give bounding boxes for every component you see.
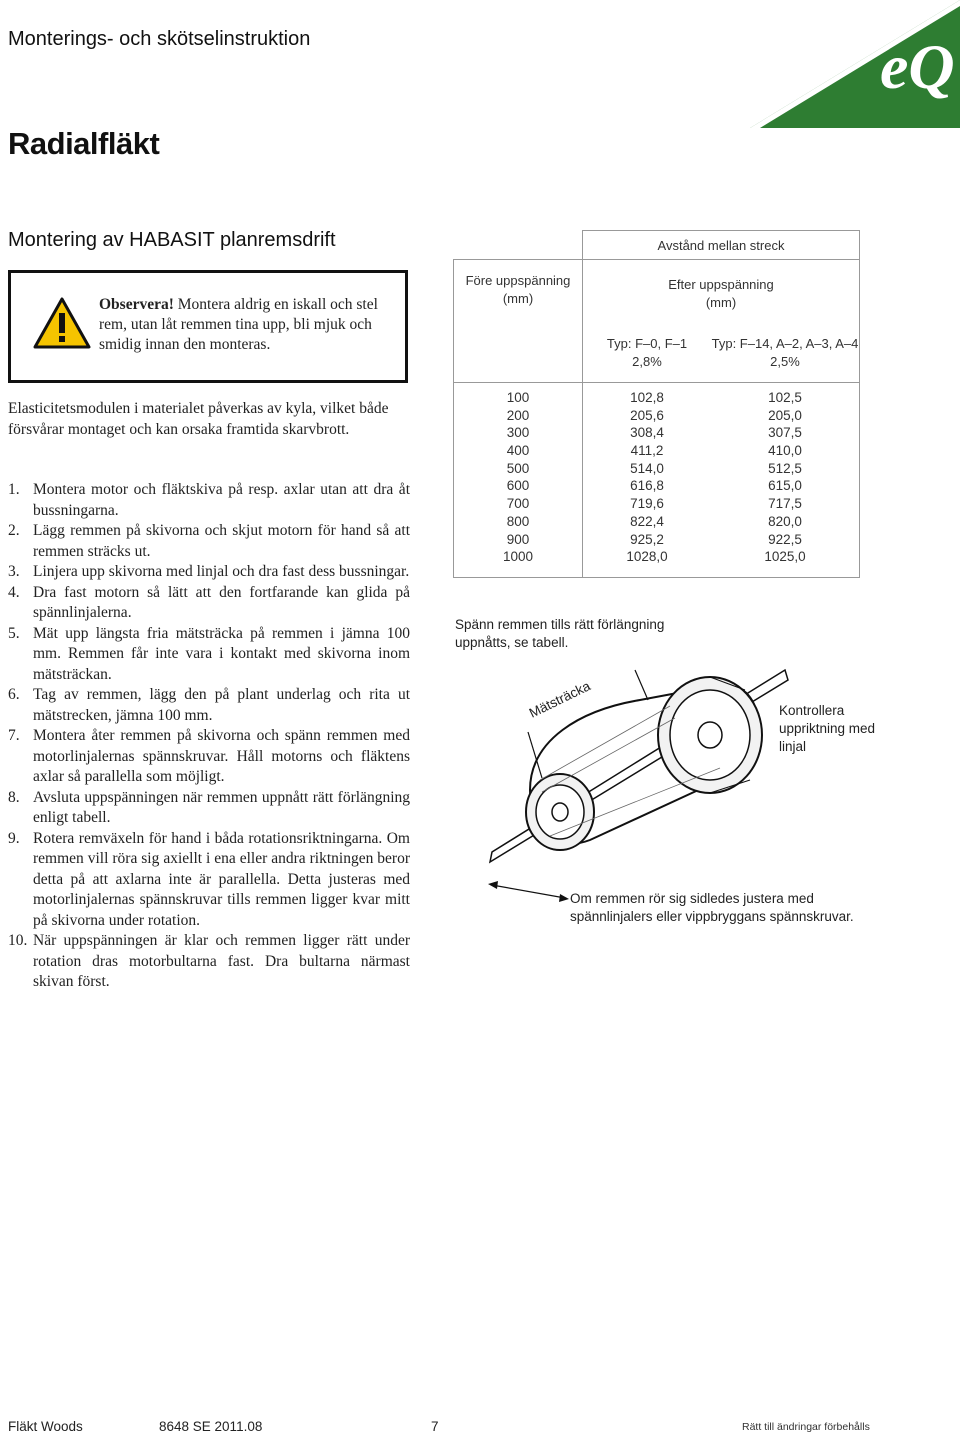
eq-logo xyxy=(750,0,960,128)
table-cell: 308,4 xyxy=(630,425,664,441)
step-list xyxy=(8,480,410,993)
footer-page-number: 7 xyxy=(431,1419,439,1434)
table-cell: 800 xyxy=(506,513,530,529)
table-cell: 411,2 xyxy=(630,443,664,459)
table-cell: 900 xyxy=(506,531,530,547)
belt-drive-illustration xyxy=(470,640,800,910)
table-title: Avstånd mellan streck xyxy=(583,231,860,260)
warning-triangle-icon xyxy=(33,297,91,349)
section-heading: Montering av HABASIT planremsdrift xyxy=(8,229,336,251)
table-cell: 600 xyxy=(506,478,530,494)
table-cell: 400 xyxy=(506,443,530,459)
table-cell: 925,2 xyxy=(630,531,664,547)
distance-table xyxy=(453,230,860,578)
footer-rights: Rätt till ändringar förbehålls xyxy=(742,1421,870,1433)
col-header-before: Före uppspänning (mm) xyxy=(454,260,583,383)
step-item: 10. När uppspänningen är klar och remmen ligger rätt under rotation dras motorbultarna fast. Dra bultarna närmast skivan först. xyxy=(8,932,410,990)
warning-text xyxy=(99,295,399,355)
step-item: 7. Montera åter remmen på skivorna och spänn remmen med motorlinjalernas spännskruvar. Håll motorns och fläktens axlar så parallella som möjligt. xyxy=(8,727,410,785)
table-cell: 205,0 xyxy=(768,407,802,423)
page-heading: Radialfläkt xyxy=(8,126,160,161)
step-item: 9. Rotera remväxeln för hand i båda rotationsriktningarna. Om remmen vill röra sig axiellt i ena eller andra riktningen beror detta på att axlarna inte är parallella. Detta justeras med motorlinjalernas spännskruvar tills remmen ligger kvar mitt på skivorna under rotation. xyxy=(8,829,410,929)
warning-body: Montera aldrig en iskall och stel rem, utan låt remmen tina upp, bli mjuk och smidig innan den monteras. xyxy=(99,296,378,353)
table-cell: 616,8 xyxy=(630,478,664,494)
step-item: 4. Dra fast motorn så lätt att den fortfarande kan glida på spännlinjalerna. xyxy=(8,583,410,621)
check-alignment-label: Kontrollera uppriktning med linjal xyxy=(779,703,876,754)
tension-note: Spänn remmen tills rätt förlängning uppnåtts, se tabell. xyxy=(455,617,665,650)
header-title: Monterings- och skötselinstruktion xyxy=(8,28,311,50)
table-cell: 922,5 xyxy=(768,531,802,547)
table-cell: 307,5 xyxy=(768,425,802,441)
logo-text: eQ xyxy=(880,31,955,102)
measure-label: Mätsträcka xyxy=(526,678,593,721)
table-cell: 717,5 xyxy=(768,496,802,512)
col-header-after: Efter uppspänning (mm) xyxy=(583,260,860,325)
table-cell: 102,8 xyxy=(630,390,664,405)
warning-label: Observera! xyxy=(99,296,174,313)
side-adjustment-note: Om remmen rör sig sidledes justera med spännlinjalers eller vippbryggans spännskruvar. xyxy=(570,891,854,924)
step-item: 6. Tag av remmen, lägg den på plant underlag och rita ut mätstrecken, jämna 100 mm. xyxy=(8,686,410,724)
footer-doc-number: 8648 SE 2011.08 xyxy=(159,1419,263,1434)
table-cell: 512,5 xyxy=(768,460,802,476)
column-before xyxy=(454,383,583,578)
col-header-type-b: Typ: F–14, A–2, A–3, A–4 2,5% xyxy=(711,324,860,383)
warning-box xyxy=(8,270,408,383)
table-spacer xyxy=(454,231,583,260)
table-cell: 205,6 xyxy=(630,407,664,423)
table-cell: 500 xyxy=(506,460,530,476)
intro-paragraph: Elasticitetsmodulen i materialet påverkas av kyla, vilket både försvårar montaget och kan orsaka framtida skarvbrott. xyxy=(8,400,389,438)
table-cell: 410,0 xyxy=(768,443,802,459)
step-item: 5. Mät upp längsta fria mätsträcka på remmen i jämna 100 mm. Remmen får inte vara i kontakt med skivorna inom mätsträckan. xyxy=(8,624,410,683)
table-cell: 820,0 xyxy=(768,513,802,529)
table-cell: 200 xyxy=(506,407,530,423)
table-cell: 300 xyxy=(506,425,530,441)
column-after-b xyxy=(711,383,860,578)
table-cell: 615,0 xyxy=(768,478,802,494)
table-cell: 102,5 xyxy=(768,390,802,405)
table-cell: 1028,0 xyxy=(626,549,668,565)
step-item: 3. Linjera upp skivorna med linjal och dra fast dess bussningar. xyxy=(8,563,410,580)
table-cell: 822,4 xyxy=(630,513,664,529)
step-item: 1. Montera motor och fläktskiva på resp. axlar utan att dra åt bussningarna. xyxy=(8,481,410,519)
step-item: 8. Avsluta uppspänningen när remmen uppnått rätt förlängning enligt tabell. xyxy=(8,788,410,826)
col-header-type-a: Typ: F–0, F–1 2,8% xyxy=(583,324,712,383)
table-cell: 719,6 xyxy=(630,496,664,512)
table-cell: 1000 xyxy=(502,549,534,565)
table-cell: 514,0 xyxy=(630,460,664,476)
column-after-a xyxy=(583,383,712,578)
table-cell: 1025,0 xyxy=(764,549,806,565)
footer-company: Fläkt Woods xyxy=(8,1419,83,1434)
table-cell: 100 xyxy=(506,390,530,405)
table-cell: 700 xyxy=(506,496,530,512)
step-item: 2. Lägg remmen på skivorna och skjut motorn för hand så att remmen sträcks ut. xyxy=(8,522,410,560)
